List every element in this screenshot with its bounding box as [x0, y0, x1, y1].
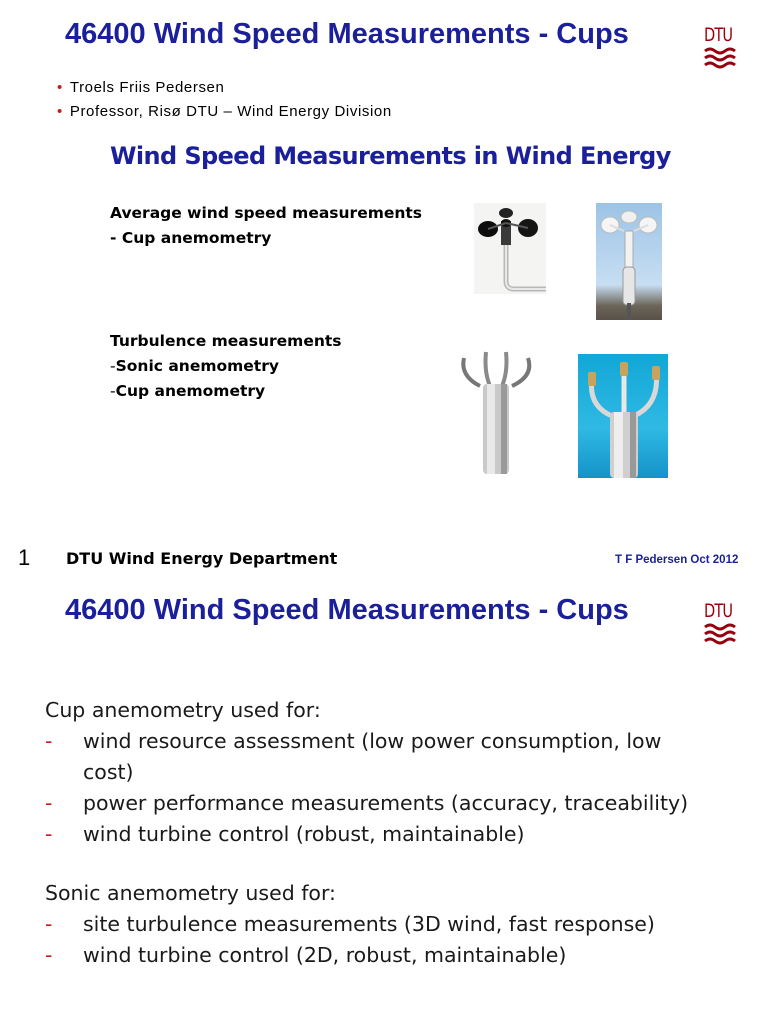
- slide-title: 46400 Wind Speed Measurements - Cups: [65, 18, 629, 50]
- sonic-anemometer-blue-photo: [578, 354, 668, 478]
- bullet-dot-icon: •: [57, 79, 63, 96]
- list-item: - power performance measurements (accuracy, traceability): [45, 791, 689, 815]
- list-item: - site turbulence measurements (3D wind, fast response): [45, 912, 655, 936]
- average-line-2: - Cup anemometry: [110, 229, 272, 247]
- turbulence-block: [110, 329, 342, 404]
- average-line-1: Average wind speed measurements: [110, 204, 423, 222]
- list-item: - wind turbine control (2D, robust, maintainable): [45, 943, 567, 967]
- turbulence-item: -Cup anemometry: [110, 382, 266, 400]
- page-number: 1: [18, 545, 31, 570]
- section-subtitle: Wind Speed Measurements in Wind Energy: [110, 142, 671, 170]
- cup-anemometer-sky-photo: [596, 203, 662, 320]
- list-item-continuation: cost): [83, 760, 134, 784]
- footer-department: DTU Wind Energy Department: [66, 549, 338, 568]
- dtu-waves-icon: [704, 47, 738, 69]
- logo-text: DTU: [704, 24, 733, 46]
- average-block: [110, 201, 422, 251]
- list-item: - wind turbine control (robust, maintainable): [45, 822, 525, 846]
- logo-text: DTU: [704, 600, 733, 622]
- turbulence-item: -Sonic anemometry: [110, 357, 279, 375]
- sonic-anemometer-photo: [456, 350, 536, 478]
- author-bullets: [57, 78, 392, 126]
- dtu-logo-icon: [704, 601, 738, 645]
- cup-uses-heading: Cup anemometry used for:: [45, 698, 321, 722]
- sonic-uses-heading: Sonic anemometry used for:: [45, 881, 336, 905]
- dtu-logo-icon: [704, 25, 738, 69]
- bullet-item: • Professor, Risø DTU – Wind Energy Division: [57, 103, 392, 120]
- turbulence-heading: Turbulence measurements: [110, 332, 342, 350]
- list-item: - wind resource assessment (low power consumption, low: [45, 729, 662, 753]
- slide-title: 46400 Wind Speed Measurements - Cups: [65, 594, 629, 626]
- cup-uses-list: [45, 695, 688, 850]
- footer-author-date: T F Pedersen Oct 2012: [615, 554, 739, 566]
- sonic-uses-list: [45, 878, 655, 971]
- bullet-dot-icon: •: [57, 103, 63, 120]
- bullet-item: • Troels Friis Pedersen: [57, 79, 225, 96]
- dtu-waves-icon: [704, 623, 738, 645]
- slide-2: [0, 576, 768, 1024]
- cup-anemometer-photo: [474, 203, 546, 294]
